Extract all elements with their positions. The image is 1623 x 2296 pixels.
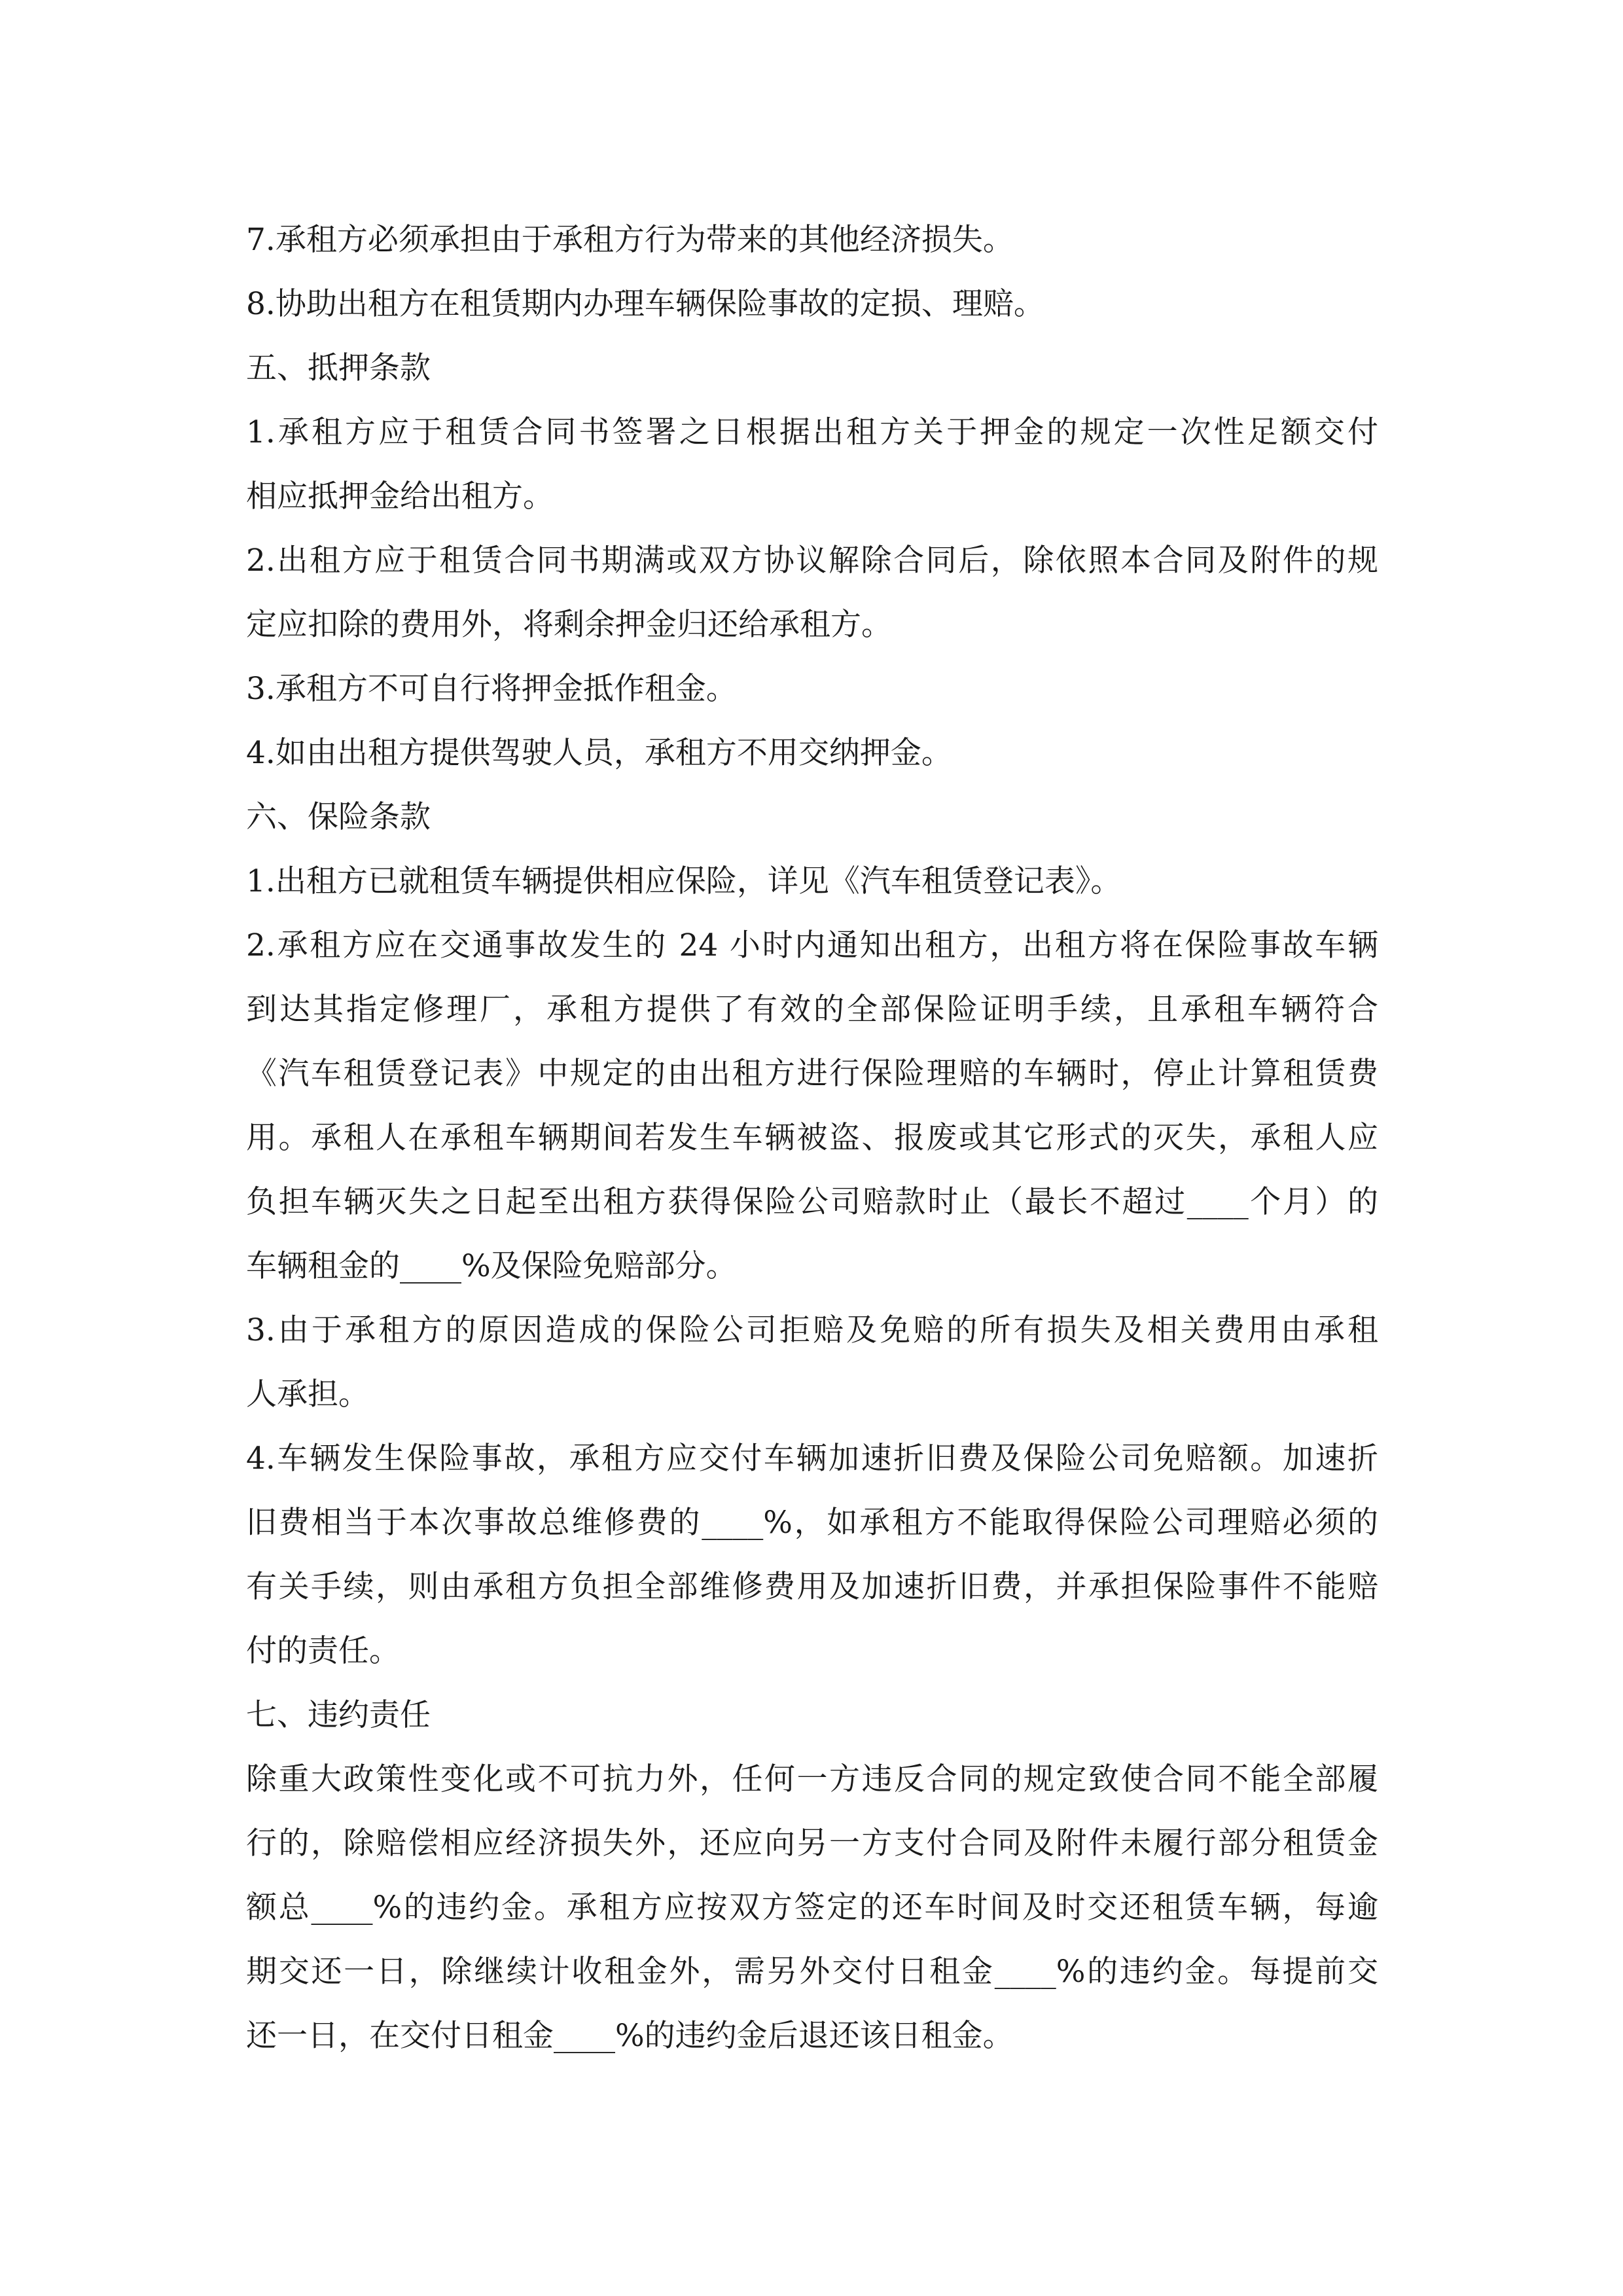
text-line: 相应抵押金给出租方。 <box>246 478 554 514</box>
text-line: 8.协助出租方在租赁期内办理车辆保险事故的定损、理赔。 <box>246 286 1044 322</box>
text-line: 2.出租方应于租赁合同书期满或双方协议解除合同后，除依照本合同及附件的规 <box>246 543 1378 579</box>
text-line: 用。承租人在承租车辆期间若发生车辆被盗、报废或其它形式的灭失，承租人应 <box>246 1120 1378 1156</box>
text-line: 付的责任。 <box>246 1633 400 1669</box>
text-line: 还一日，在交付日租金____%的违约金后退还该日租金。 <box>246 2018 1014 2054</box>
text-line: 1.出租方已就租赁车辆提供相应保险，详见《汽车租赁登记表》。 <box>246 863 1122 899</box>
text-line: 7.承租方必须承担由于承租方行为带来的其他经济损失。 <box>246 222 1014 258</box>
text-line: 定应扣除的费用外，将剩余押金归还给承租方。 <box>246 607 892 643</box>
text-line: 车辆租金的____%及保险免赔部分。 <box>246 1248 737 1284</box>
text-line: 额总____%的违约金。承租方应按双方签定的还车时间及时交还租赁车辆，每逾 <box>246 1890 1378 1926</box>
document-body <box>246 208 1378 2068</box>
text-line: 3.由于承租方的原因造成的保险公司拒赔及免赔的所有损失及相关费用由承租 <box>246 1312 1378 1348</box>
text-line: 期交还一日，除继续计收租金外，需另外交付日租金____%的违约金。每提前交 <box>246 1954 1378 1990</box>
section-heading: 六、保险条款 <box>246 799 431 835</box>
text-line: 3.承租方不可自行将押金抵作租金。 <box>246 671 737 707</box>
text-line: 2.承租方应在交通事故发生的 24 小时内通知出租方，出租方将在保险事故车辆 <box>246 927 1378 963</box>
text-line: 有关手续，则由承租方负担全部维修费用及加速折旧费，并承担保险事件不能赔 <box>246 1569 1378 1605</box>
section-heading: 七、违约责任 <box>246 1697 431 1733</box>
text-line: 4.如由出租方提供驾驶人员，承租方不用交纳押金。 <box>246 735 952 771</box>
text-line: 1.承租方应于租赁合同书签署之日根据出租方关于押金的规定一次性足额交付 <box>246 414 1378 450</box>
text-line: 到达其指定修理厂，承租方提供了有效的全部保险证明手续，且承租车辆符合 <box>246 992 1378 1028</box>
text-line: 除重大政策性变化或不可抗力外，任何一方违反合同的规定致使合同不能全部履 <box>246 1761 1378 1797</box>
text-line: 行的，除赔偿相应经济损失外，还应向另一方支付合同及附件未履行部分租赁金 <box>246 1825 1378 1861</box>
text-line: 人承担。 <box>246 1376 369 1412</box>
text-line: 旧费相当于本次事故总维修费的____%，如承租方不能取得保险公司理赔必须的 <box>246 1505 1378 1541</box>
section-heading: 五、抵押条款 <box>246 350 431 386</box>
text-line: 4.车辆发生保险事故，承租方应交付车辆加速折旧费及保险公司免赔额。加速折 <box>246 1441 1378 1477</box>
text-line: 负担车辆灭失之日起至出租方获得保险公司赔款时止（最长不超过____个月）的 <box>246 1184 1378 1220</box>
text-line: 《汽车租赁登记表》中规定的由出租方进行保险理赔的车辆时，停止计算租赁费 <box>246 1056 1378 1092</box>
